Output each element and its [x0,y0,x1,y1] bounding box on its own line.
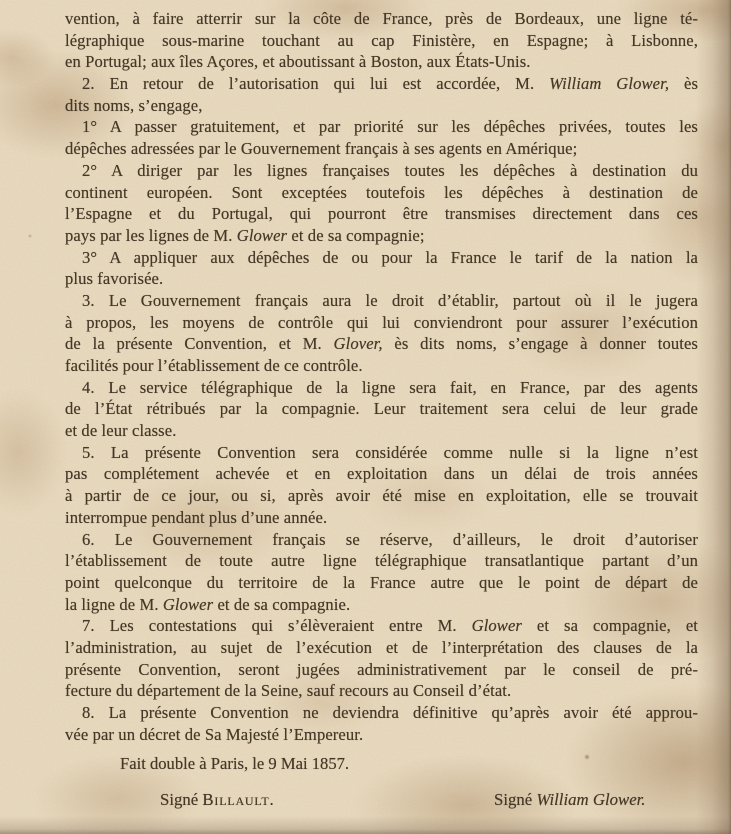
text-line [65,550,698,572]
paragraph [65,247,698,290]
paragraph [65,377,698,442]
text-line [65,463,698,485]
text-line [65,637,698,659]
text-line [65,30,698,52]
text-segment: 3° A appliquer aux dépêches de ou pour la France le tarif de la nation la [82,247,698,267]
paragraph [65,73,698,116]
text-segment: ès dits noms, s’engage à donner toutes [382,334,698,354]
paragraph [65,8,698,73]
document-body [65,8,698,745]
text-line [65,680,698,702]
signature-right-name: William Glower. [536,790,646,809]
text-line [65,572,698,594]
paragraph [65,702,698,745]
text-segment: 6. Le Gouvernement français se réserve, d’ailleurs, le droit d’autoriser [82,529,698,549]
text-line [65,333,698,355]
text-line [65,312,698,334]
text-line [65,529,698,551]
text-segment: 1° A passer gratuitement, et par priorité sur les dépêches privées, toutes les [82,117,698,137]
text-segment: 8. La présente Convention ne deviendra définitive qu’après avoir été approu- [82,703,698,722]
paragraph [65,160,698,247]
text-line [65,398,698,420]
signature-left-prefix: Signé [160,790,203,809]
text-segment: l’Espagne et du Portugal, qui pourront être transmises directement dans ces [65,204,698,224]
text-line [65,73,698,95]
text-line [65,659,698,681]
dateline: Fait double à Paris, le 9 Mai 1857. [120,754,350,773]
text-segment: dépêches adressées par le Gouvernement français à ses agents en Amérique; [65,139,578,159]
text-segment: pas complétement achevée et en exploitation dans un délai de trois années [65,464,698,484]
text-line [65,615,698,637]
text-segment: pays par les lignes de M. [65,225,237,245]
text-segment: 7. Les contestations qui s’élèveraient entre M. [82,616,472,636]
text-segment: ès [669,74,699,94]
text-segment: point quelconque du territoire de la France autre que le point de départ de [65,572,698,592]
text-segment: vention, à faire atterrir sur la côte de France, près de Bordeaux, une ligne té- [65,9,698,28]
text-line [65,182,698,204]
paragraph [65,615,698,702]
text-segment: 5. La présente Convention sera considérée comme nulle si la ligne n’est [82,442,698,462]
text-line [65,247,698,269]
text-line [65,377,698,399]
text-segment: à partir de ce jour, ou si, après avoir été mise en exploitation, elle se trouvait [65,486,698,506]
text-segment: Glover, [333,334,383,354]
paragraph [65,529,698,616]
text-line [65,420,698,442]
paragraph [65,116,698,159]
text-line [65,702,698,724]
text-line [65,8,698,30]
text-line [65,594,698,616]
text-segment: William Glower, [549,74,670,94]
text-segment: continent européen. Sont exceptées toutefois les dépêches à destination de [65,182,698,202]
text-segment: 2. En retour de l’autorisation qui lui est accordée, M. [82,74,550,94]
text-segment: 4. Le service télégraphique de la ligne sera fait, en France, par des agents [82,377,698,397]
text-line [65,116,698,138]
text-line [65,442,698,464]
text-segment: facilités pour l’établissement de ce contrôle. [65,356,363,375]
paragraph [65,442,698,529]
text-line [65,507,698,529]
text-segment: présente Convention, seront jugées administrativement par le conseil de pré- [65,659,698,679]
text-segment: de l’État rétribués par la compagnie. Leur traitement sera celui de leur grade [65,399,698,419]
signature-left [160,789,275,811]
text-line [65,138,698,160]
text-segment: Glower [236,225,288,245]
text-line [65,485,698,507]
text-segment: la ligne de M. [65,594,163,614]
text-segment: et sa compagnie, et [522,616,698,636]
text-segment: plus favorisée. [65,269,164,289]
text-segment: Glower [162,594,214,614]
text-line [65,724,698,746]
text-segment: et de leur classe. [65,421,177,441]
paragraph [65,290,698,377]
signature-right-prefix: Signé [494,790,537,809]
text-line [65,355,698,377]
text-line [65,203,698,225]
text-line [65,51,698,73]
text-line [65,225,698,247]
text-segment: et de sa compagnie; [287,225,425,245]
signature-right [494,789,646,811]
text-segment: l’administration, au sujet de l’exécution et de l’interprétation des clauses de la [65,637,698,657]
text-segment: 3. Le Gouvernement français aura le droit d’établir, partout où il le jugera [82,290,698,310]
text-segment: de la présente Convention, et M. [65,334,334,354]
text-segment: et de sa compagnie. [213,594,351,614]
text-segment: l’établissement de toute autre ligne télégraphique transatlantique partant d’un [65,551,698,571]
text-segment: fecture du département de la Seine, sauf recours au Conseil d’état. [65,681,512,701]
text-segment: à propos, les moyens de contrôle qui lui conviendront pour assurer l’exécution [65,312,698,332]
text-line [65,268,698,290]
signature-left-name: Billault. [202,790,275,809]
text-segment: dits noms, s’engage, [65,95,203,115]
text-segment: Glower [471,616,522,636]
text-segment: vée par un décret de Sa Majesté l’Empereur. [65,724,364,744]
text-line [65,160,698,182]
text-segment: en Portugal; aux îles Açores, et aboutissant à Boston, aux États-Unis. [65,52,531,72]
text-segment: interrompue pendant plus d’une année. [65,507,328,527]
text-line [65,95,698,117]
text-segment: légraphique sous-marine touchant au cap Finistère, en Espagne; à Lisbonne, [65,30,698,50]
text-segment: 2° A diriger par les lignes françaises toutes les dépêches à destination du [82,160,698,180]
text-line [65,290,698,312]
